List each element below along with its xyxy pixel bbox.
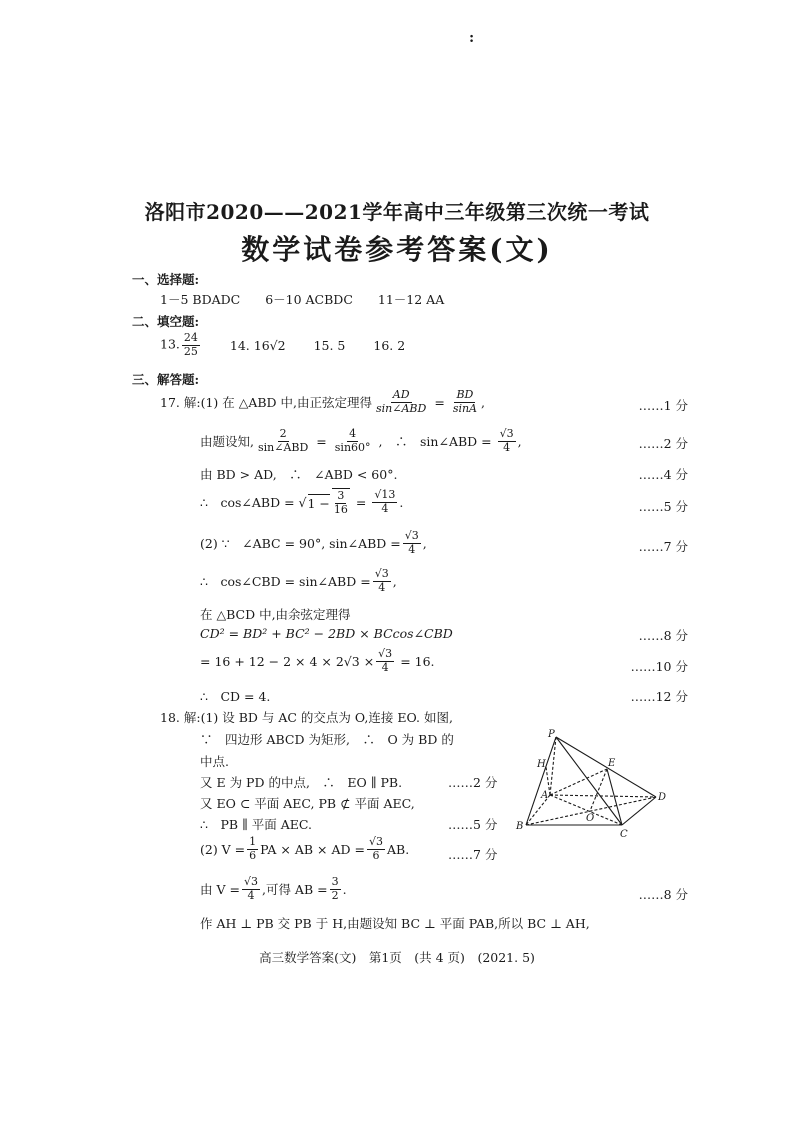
q13-label: 13. [160,336,180,352]
q18-line-4: 又 E 为 PD 的中点, ∴ EO ∥ PB. [200,775,403,790]
q17-line-3: 由 BD > AD, ∴ ∠ABD < 60°. [200,467,398,482]
q17-line-5 [200,530,427,556]
q17-l2-f1-num: 2 [279,427,287,440]
q18-line-2: ∵ 四边形 ABCD 为矩形, ∴ O 为 BD 的 [200,732,454,747]
label-E: E [608,758,616,769]
q16-answer: 16. 2 [373,337,406,353]
q18-line-1: 18. 解:(1) 设 BD 与 AC 的交点为 O,连接 EO. 如图, [160,710,453,725]
pyramid-figure [510,725,670,840]
q17-l1-text: 17. 解:(1) 在 △ABD 中,由正弦定理得 [160,395,373,411]
q17-l6-end: , [392,573,397,589]
fill-answers [160,332,405,358]
q17-l2-f3-num: √3 [499,427,514,440]
q17-line-7: 在 △BCD 中,由余弦定理得 [200,607,351,622]
q18-line-5: 又 EO ⊂ 平面 AEC, PB ⊄ 平面 AEC, [200,796,415,811]
q17-l2-frac2 [333,428,373,454]
q13-fraction [182,332,200,358]
q18-line-8 [200,876,347,902]
label-O: O [586,813,595,824]
q17-l4-text: ∴ cos∠ABD = √ [200,495,307,511]
q17-line-1 [160,389,485,415]
q17-l2-text: 由题设知, [200,434,254,450]
q17-l6-f-den: 4 [378,580,386,594]
q18-l8-f1-den: 4 [247,888,255,902]
q17-l2-points: ……2 分 [638,436,688,451]
q17-l4-end: . [399,494,404,510]
edge-EC [607,769,622,825]
q17-l5-frac [403,530,421,556]
q17-l4-f2-num: √13 [374,488,396,501]
q17-line-9 [200,648,435,674]
q18-l6-points: ……5 分 [448,817,498,832]
q17-l4-f1-den: 16 [333,502,348,516]
q18-line-9: 作 AH ⊥ PB 交 PB 于 H,由题设知 BC ⊥ 平面 PAB,所以 BC ⊥ AH, [200,916,590,931]
q17-l2-f2-den: sin60° [334,440,371,454]
q18-l7-points: ……7 分 [448,847,498,862]
q17-l1-frac1 [374,389,428,415]
label-P: P [548,729,555,740]
q18-l8-mid: ,可得 AB = [261,882,328,898]
section-choice-title: 一、选择题: [132,272,200,287]
q17-l9-f-den: 4 [381,660,389,674]
q15-answer: 15. 5 [313,337,346,353]
label-C: C [620,829,628,840]
q18-l7-f1-num: 1 [249,835,257,848]
edge-AE [550,769,607,795]
q18-l7-f2-num: √3 [369,835,384,848]
q18-l7-mid: PA × AB × AD = [260,841,365,857]
q17-l9-end: = 16. [400,653,435,669]
q18-l8-end: . [342,881,347,897]
q17-l5-f-num: √3 [404,529,419,542]
q13-num: 24 [183,331,198,344]
q17-line-6 [200,568,397,594]
q17-l5-f-den: 4 [408,542,416,556]
q17-l9-f-num: √3 [378,647,393,660]
q17-l1-f1-num: AD [392,388,410,401]
edge-PB [526,737,556,825]
edge-PD [556,737,656,797]
q17-l6-frac [373,568,391,594]
q17-l2-mid: , ∴ sin∠ABD = [378,434,492,450]
q17-l8-points: ……8 分 [638,628,688,643]
label-H: H [537,759,546,770]
page-mark: : [469,30,475,46]
q17-l5-points: ……7 分 [638,539,688,554]
q17-l2-end: , [517,433,522,449]
q17-l4-eq: = [355,494,367,510]
q17-l2-eq: = [316,433,327,449]
q17-l9-text: = 16 + 12 − 2 × 4 × 2√3 × [200,653,375,669]
q18-l8-frac1 [242,876,260,902]
q17-l5-end: , [422,535,427,551]
q17-l3-points: ……4 分 [638,467,688,482]
section-solve-title: 三、解答题: [132,372,200,387]
q17-l10-points: ……12 分 [630,689,688,704]
q18-l8-f2-den: 2 [331,888,339,902]
q18-l7-end: AB. [387,841,410,857]
q17-l4-frac1 [332,488,350,516]
q17-l5-text: (2) ∵ ∠ABC = 90°, sin∠ABD = [200,536,401,552]
q17-line-2 [200,428,522,454]
q17-l9-frac [376,648,394,674]
q17-l1-f2-den: sinA [452,401,478,415]
q17-l1-points: ……1 分 [638,398,688,413]
q17-l4-f2-den: 4 [381,501,389,515]
exam-title: 洛阳市2020——2021学年高中三年级第三次统一考试 [144,200,650,224]
q18-l4-points: ……2 分 [448,775,498,790]
q17-l1-f2-num: BD [456,388,474,401]
q17-l4-mid: 1 − [307,495,330,511]
q18-l8-text: 由 V = [200,882,240,898]
q13-den: 25 [183,344,198,358]
q18-l8-f1-num: √3 [243,875,258,888]
q18-line-7 [200,836,409,862]
page-footer: 高三数学答案(文) 第1页 (共 4 页) (2021. 5) [259,950,535,965]
q14-answer: 14. 16√2 [229,337,286,353]
q17-l4-frac2 [372,489,397,515]
q17-l2-f2-num: 4 [349,427,357,440]
q18-l8-frac2 [330,876,341,902]
q17-l9-points: ……10 分 [630,659,688,674]
q17-l4-f1-num: 3 [337,489,345,502]
q18-l7-frac1 [247,836,258,862]
q17-l1-eq: = [434,394,445,410]
edge-AD [550,795,656,797]
answer-key-title: 数学试卷参考答案(文) [241,233,553,266]
q18-l7-f1-den: 6 [249,848,257,862]
label-B: B [516,821,524,832]
q17-l4-points: ……5 分 [638,499,688,514]
q17-l6-f-num: √3 [374,567,389,580]
q17-l1-end: , [481,394,485,410]
q17-l1-frac2 [451,389,479,415]
section-fill-title: 二、填空题: [132,314,200,329]
q17-l6-text: ∴ cos∠CBD = sin∠ABD = [200,574,371,590]
q17-l2-f3-den: 4 [503,440,511,454]
q17-line-8: CD² = BD² + BC² − 2BD × BCcos∠CBD [200,626,453,641]
q18-line-6: ∴ PB ∥ 平面 AEC. [200,817,312,832]
q18-l8-points: ……8 分 [638,887,688,902]
q17-l2-f1-den: sin∠ABD [257,440,309,454]
q18-l8-f2-num: 3 [331,875,339,888]
q17-line-10: ∴ CD = 4. [200,689,271,704]
q17-l2-frac3 [498,428,516,454]
q18-line-3: 中点. [200,754,229,769]
q18-l7-frac2 [367,836,385,862]
choice-answers: 1－5 BDADC 6－10 ACBDC 11－12 AA [160,292,445,307]
label-D: D [658,792,667,803]
q17-l2-frac1 [256,428,310,454]
label-A: A [541,790,549,801]
q18-l7-f2-den: 6 [372,848,380,862]
q13-answer [160,332,202,358]
q17-line-4 [200,488,403,516]
q18-l7-text: (2) V = [200,841,246,857]
q17-l1-f1-den: sin∠ABD [376,401,427,415]
